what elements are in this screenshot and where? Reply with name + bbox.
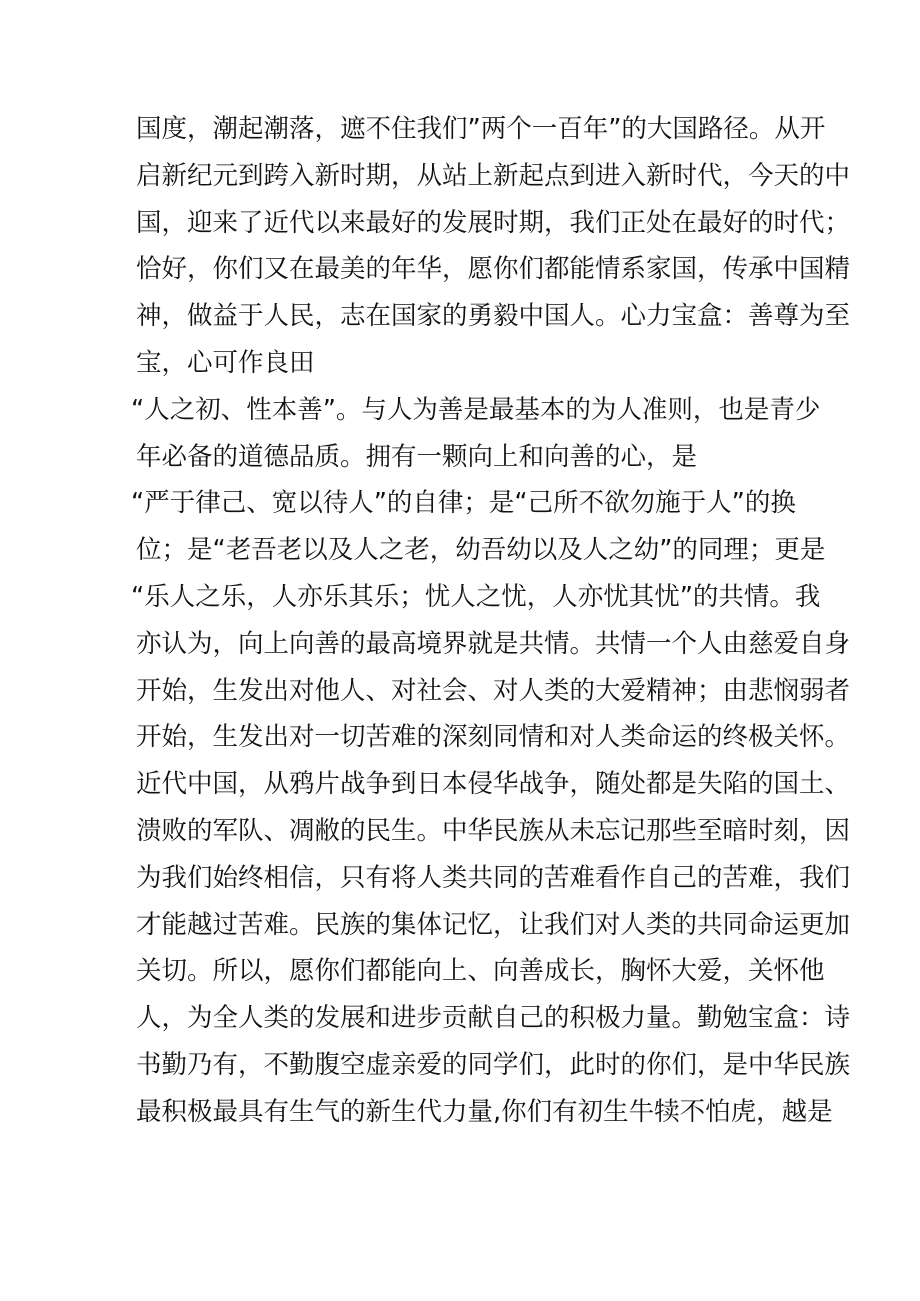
text-line: 位；是“老吾老以及人之老，幼吾幼以及人之幼”的同理；更是 bbox=[136, 535, 826, 566]
text-line: 开始，生发出对他人、对社会、对人类的大爱精神；由悲悯弱者 bbox=[136, 675, 851, 706]
text-line: 国度，潮起潮落，遮不住我们”两个一百年”的大国路径。从开 bbox=[136, 114, 826, 144]
text-line: 亦认为，向上向善的最高境界就是共情。共情一个人由慈爱自身 bbox=[136, 628, 851, 659]
text-line: 宝，心可作良田 bbox=[136, 347, 315, 378]
text-line: “严于律己、宽以待人”的自律；是“己所不欲勿施于人”的换 bbox=[131, 488, 796, 519]
text-line: 国，迎来了近代以来最好的发展时期，我们正处在最好的时代； bbox=[136, 207, 851, 238]
body-text bbox=[131, 106, 851, 1136]
text-line: 近代中国，从鸦片战争到日本侵华战争，随处都是失陷的国土、 bbox=[136, 769, 851, 800]
text-line: 神，做益于人民，志在国家的勇毅中国人。心力宝盒：善尊为至 bbox=[136, 301, 851, 332]
text-line: “乐人之乐，人亦乐其乐；忧人之忧，人亦忧其忧”的共情。我 bbox=[131, 581, 821, 612]
text-line: 书勤乃有，不勤腹空虚亲爱的同学们，此时的你们，是中华民族 bbox=[136, 1049, 851, 1080]
text-line: 恰好，你们又在最美的年华，愿你们都能情系家国，传承中国精 bbox=[136, 254, 851, 285]
text-line: 关切。所以，愿你们都能向上、向善成长，胸怀大爱，关怀他 bbox=[136, 956, 825, 987]
text-line: 开始，生发出对一切苦难的深刻同情和对人类命运的终极关怀。 bbox=[136, 722, 851, 753]
text-line: 人，为全人类的发展和进步贡献自己的积极力量。勤勉宝盒：诗 bbox=[136, 1003, 851, 1034]
text-line: “人之初、性本善”。与人为善是最基本的为人准则，也是青少 bbox=[131, 394, 821, 425]
text-line: 年必备的道德品质。拥有一颗向上和向善的心，是 bbox=[136, 441, 698, 472]
text-line: 最积极最具有生气的新生代力量,你们有初生牛犊不怕虎，越是 bbox=[136, 1096, 833, 1127]
text-line: 溃败的军队、凋敝的民生。中华民族从未忘记那些至暗时刻，因 bbox=[136, 815, 851, 846]
text-line: 启新纪元到跨入新时期，从站上新起点到进入新时代，今天的中 bbox=[136, 160, 851, 191]
text-line: 为我们始终相信，只有将人类共同的苦难看作自己的苦难，我们 bbox=[136, 862, 851, 893]
text-line: 才能越过苦难。民族的集体记忆，让我们对人类的共同命运更加 bbox=[136, 909, 851, 940]
